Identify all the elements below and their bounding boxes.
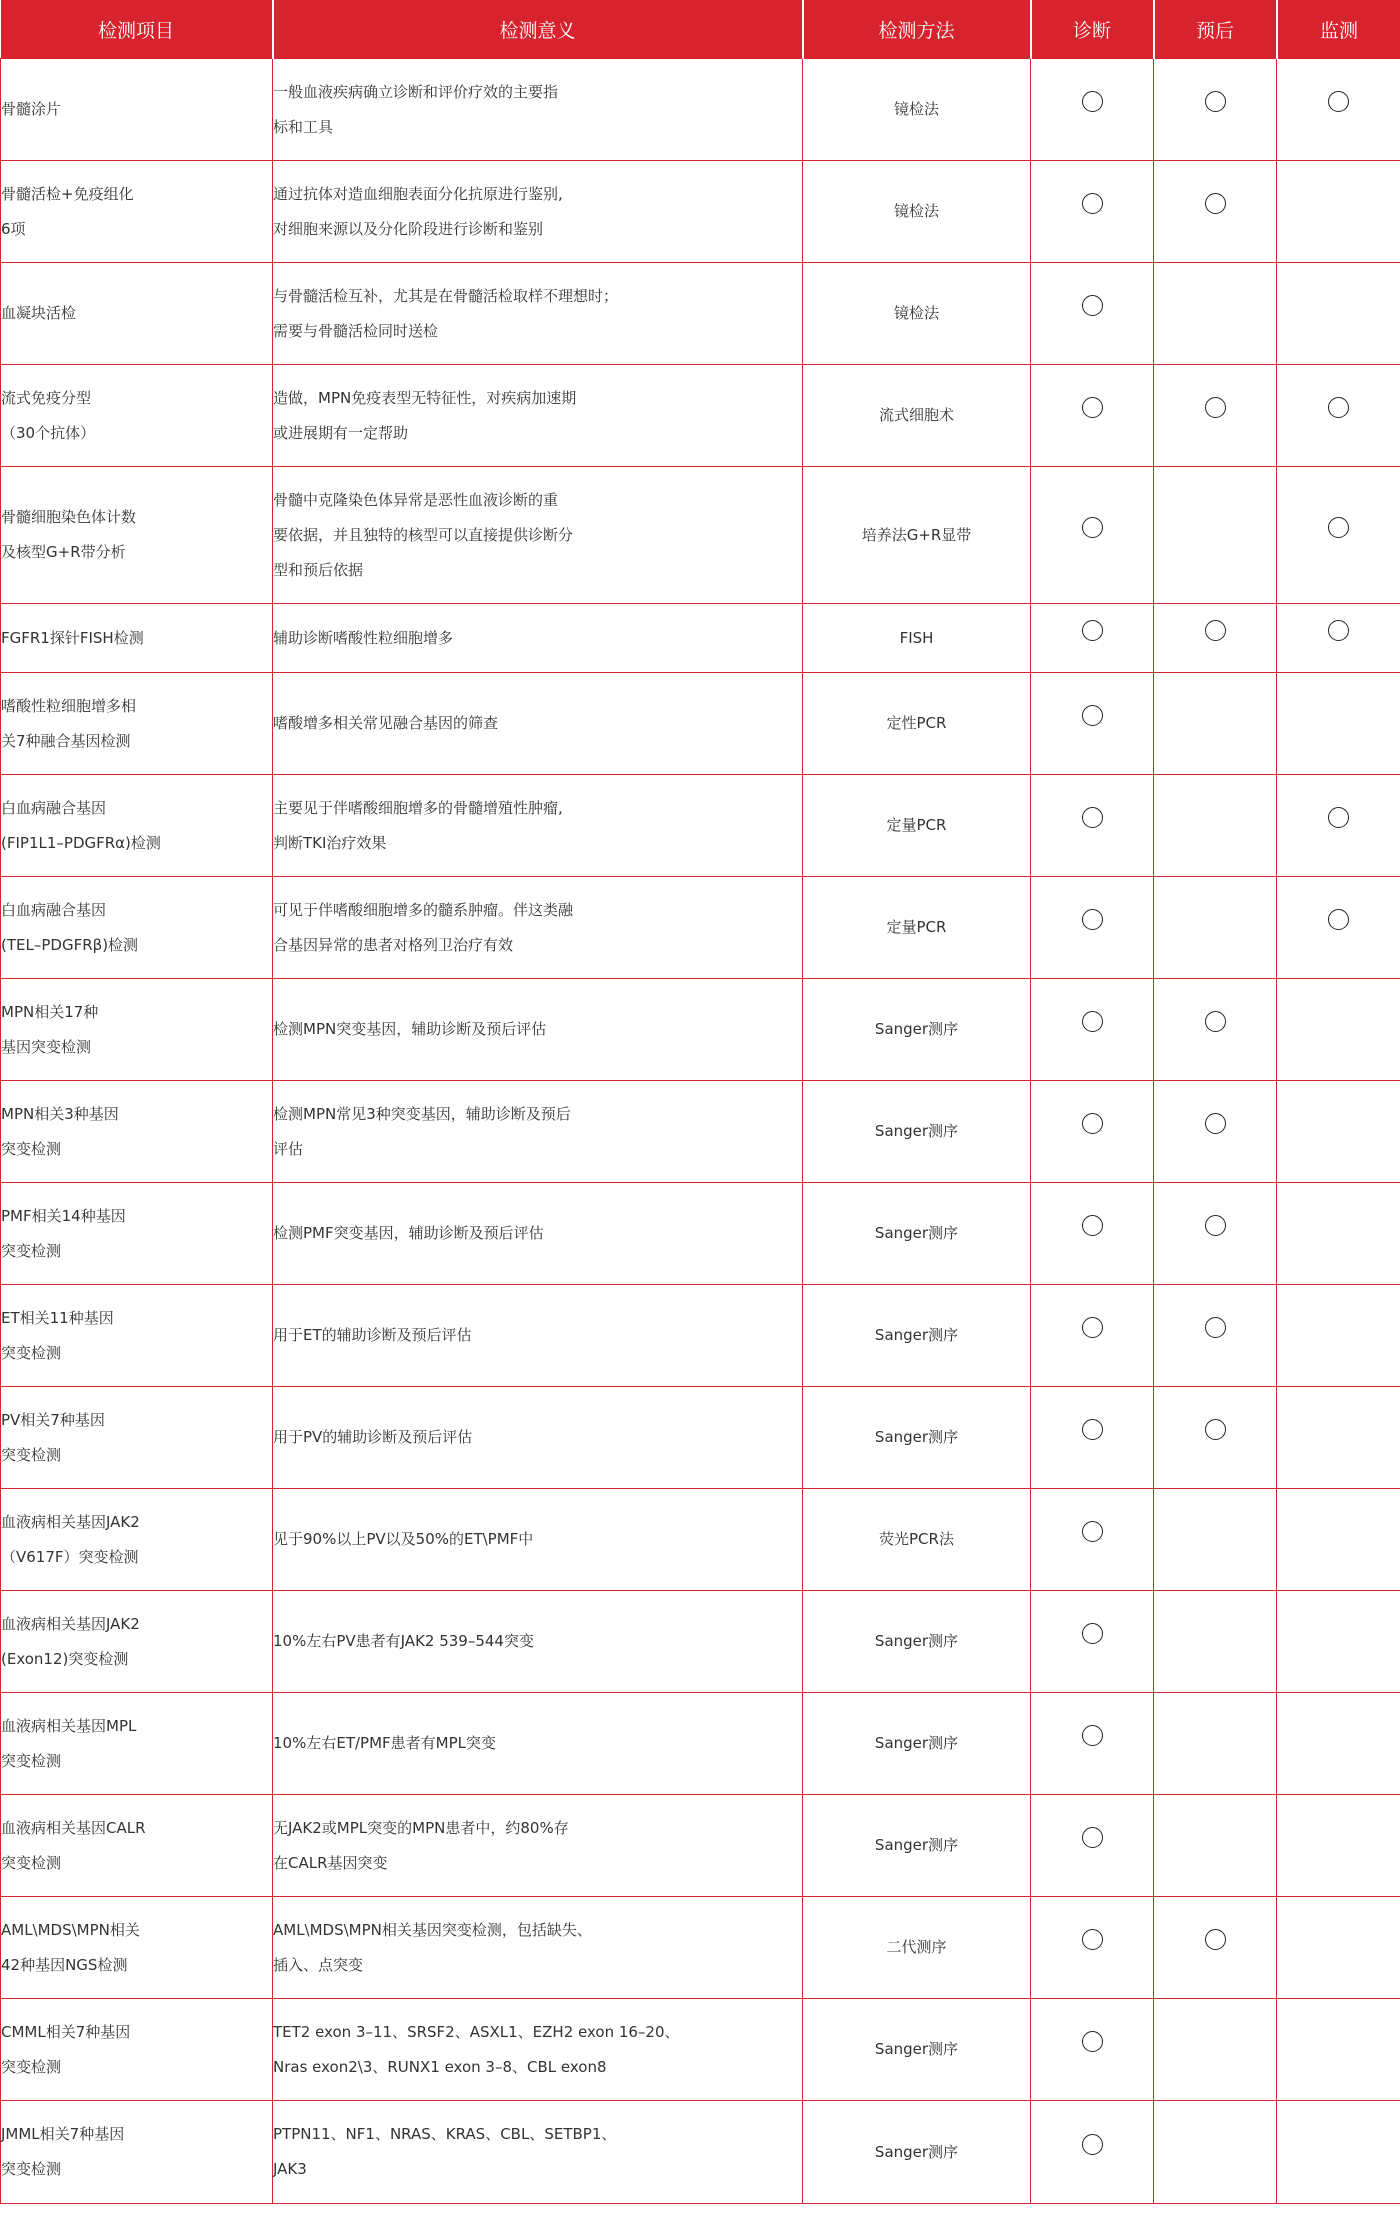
cell-method: FISH	[803, 604, 1031, 673]
cell-prognosis	[1154, 2101, 1277, 2204]
name-line: 42种基因NGS检测	[1, 1955, 128, 1974]
name-line: (Exon12)突变检测	[1, 1649, 129, 1668]
table-row	[1, 1795, 1400, 1897]
meaning-line: 一般血液疾病确立诊断和评价疗效的主要指	[273, 82, 559, 101]
cell-diagnosis	[1031, 877, 1154, 979]
cell-name	[1, 2101, 273, 2204]
name-line: 骨髓涂片	[1, 100, 62, 118]
cell-meaning	[273, 2101, 803, 2204]
name-line: 6项	[1, 219, 26, 238]
cell-meaning	[273, 59, 803, 161]
cell-method: 培养法G+R显带	[803, 467, 1031, 604]
cell-name	[1, 673, 273, 775]
cell-monitoring	[1277, 2101, 1400, 2204]
meaning-line: 通过抗体对造血细胞表面分化抗原进行鉴别,	[273, 184, 563, 203]
circle-mark-icon	[1205, 91, 1226, 112]
cell-method: 镜检法	[803, 161, 1031, 263]
cell-diagnosis	[1031, 1591, 1154, 1693]
cell-diagnosis	[1031, 365, 1154, 467]
cell-prognosis	[1154, 263, 1277, 365]
cell-prognosis	[1154, 1897, 1277, 1999]
cell-method: Sanger测序	[803, 1183, 1031, 1285]
cell-method: 定性PCR	[803, 673, 1031, 775]
name-line: 血液病相关基因JAK2	[1, 1614, 140, 1633]
name-line: 突变检测	[1, 1139, 62, 1158]
circle-mark-icon	[1082, 1725, 1103, 1746]
cell-prognosis	[1154, 1285, 1277, 1387]
cell-diagnosis	[1031, 1693, 1154, 1795]
cell-diagnosis	[1031, 604, 1154, 673]
table-row	[1, 467, 1400, 604]
circle-mark-icon	[1082, 1419, 1103, 1440]
cell-diagnosis	[1031, 1897, 1154, 1999]
circle-mark-icon	[1205, 1215, 1226, 1236]
meaning-line: 型和预后依据	[273, 560, 364, 579]
cell-monitoring	[1277, 1387, 1400, 1489]
circle-mark-icon	[1082, 909, 1103, 930]
cell-meaning	[273, 877, 803, 979]
name-line: 突变检测	[1, 1343, 62, 1362]
cell-prognosis	[1154, 161, 1277, 263]
name-line: ET相关11种基因	[1, 1308, 114, 1327]
name-line: 血凝块活检	[1, 304, 77, 322]
meaning-line: 评估	[273, 1139, 304, 1158]
cell-method: 镜检法	[803, 263, 1031, 365]
cell-method: Sanger测序	[803, 979, 1031, 1081]
cell-meaning	[273, 1591, 803, 1693]
meaning-line: PTPN11、NF1、NRAS、KRAS、CBL、SETBP1、	[273, 2125, 617, 2143]
circle-mark-icon	[1328, 91, 1349, 112]
table-row	[1, 1999, 1400, 2101]
cell-prognosis	[1154, 1591, 1277, 1693]
cell-diagnosis	[1031, 1183, 1154, 1285]
cell-diagnosis	[1031, 161, 1154, 263]
cell-prognosis	[1154, 1693, 1277, 1795]
cell-diagnosis	[1031, 467, 1154, 604]
circle-mark-icon	[1082, 1827, 1103, 1848]
cell-method: Sanger测序	[803, 1693, 1031, 1795]
header-monitoring: 监测	[1277, 0, 1400, 59]
circle-mark-icon	[1082, 1215, 1103, 1236]
name-line: CMML相关7种基因	[1, 2022, 131, 2041]
cell-diagnosis	[1031, 1795, 1154, 1897]
table-row	[1, 161, 1400, 263]
cell-diagnosis	[1031, 263, 1154, 365]
cell-monitoring	[1277, 59, 1400, 161]
cell-method: 流式细胞术	[803, 365, 1031, 467]
name-line: AML\MDS\MPN相关	[1, 1920, 140, 1939]
cell-prognosis	[1154, 1795, 1277, 1897]
cell-monitoring	[1277, 1591, 1400, 1693]
cell-diagnosis	[1031, 1489, 1154, 1591]
table-row	[1, 604, 1400, 673]
name-line: 白血病融合基因	[1, 900, 107, 919]
cell-meaning	[273, 1081, 803, 1183]
cell-meaning	[273, 365, 803, 467]
meaning-line: 用于ET的辅助诊断及预后评估	[273, 1326, 472, 1344]
meaning-line: AML\MDS\MPN相关基因突变检测，包括缺失、	[273, 1920, 592, 1939]
meaning-line: 插入、点突变	[273, 1955, 364, 1974]
circle-mark-icon	[1205, 1929, 1226, 1950]
cell-method: 荧光PCR法	[803, 1489, 1031, 1591]
cell-name	[1, 1081, 273, 1183]
circle-mark-icon	[1082, 2031, 1103, 2052]
cell-name	[1, 979, 273, 1081]
cell-meaning	[273, 604, 803, 673]
cell-prognosis	[1154, 775, 1277, 877]
cell-name	[1, 467, 273, 604]
cell-meaning	[273, 1285, 803, 1387]
circle-mark-icon	[1328, 620, 1349, 641]
circle-mark-icon	[1082, 807, 1103, 828]
cell-monitoring	[1277, 604, 1400, 673]
table-row	[1, 979, 1400, 1081]
cell-diagnosis	[1031, 775, 1154, 877]
cell-prognosis	[1154, 467, 1277, 604]
cell-prognosis	[1154, 1999, 1277, 2101]
cell-diagnosis	[1031, 673, 1154, 775]
circle-mark-icon	[1082, 1929, 1103, 1950]
cell-name	[1, 1285, 273, 1387]
cell-name	[1, 59, 273, 161]
cell-monitoring	[1277, 1081, 1400, 1183]
header-name: 检测项目	[1, 0, 273, 59]
cell-name	[1, 263, 273, 365]
name-line: 关7种融合基因检测	[1, 731, 131, 750]
name-line: PMF相关14种基因	[1, 1206, 126, 1225]
header-diagnosis: 诊断	[1031, 0, 1154, 59]
meaning-line: 无JAK2或MPL突变的MPN患者中，约80%存	[273, 1818, 569, 1837]
cell-diagnosis	[1031, 1999, 1154, 2101]
table-row	[1, 1183, 1400, 1285]
cell-diagnosis	[1031, 1081, 1154, 1183]
meaning-line: JAK3	[273, 2160, 307, 2178]
table-row	[1, 1591, 1400, 1693]
cell-monitoring	[1277, 1795, 1400, 1897]
table-row	[1, 877, 1400, 979]
circle-mark-icon	[1082, 1317, 1103, 1338]
circle-mark-icon	[1328, 807, 1349, 828]
cell-diagnosis	[1031, 1285, 1154, 1387]
table-row	[1, 59, 1400, 161]
table-row	[1, 1489, 1400, 1591]
table-row	[1, 1081, 1400, 1183]
cell-prognosis	[1154, 673, 1277, 775]
meaning-line: 检测PMF突变基因，辅助诊断及预后评估	[273, 1224, 544, 1242]
name-line: 嗜酸性粒细胞增多相	[1, 696, 137, 715]
cell-prognosis	[1154, 59, 1277, 161]
cell-monitoring	[1277, 365, 1400, 467]
circle-mark-icon	[1205, 1419, 1226, 1440]
cell-meaning	[273, 467, 803, 604]
circle-mark-icon	[1328, 517, 1349, 538]
circle-mark-icon	[1082, 517, 1103, 538]
name-line: 突变检测	[1, 1751, 62, 1770]
name-line: （30个抗体）	[1, 423, 96, 442]
cell-monitoring	[1277, 877, 1400, 979]
cell-name	[1, 1489, 273, 1591]
cell-method: Sanger测序	[803, 1999, 1031, 2101]
circle-mark-icon	[1082, 2134, 1103, 2155]
cell-method: Sanger测序	[803, 2101, 1031, 2204]
table-row	[1, 775, 1400, 877]
name-line: 血液病相关基因CALR	[1, 1818, 146, 1837]
name-line: 突变检测	[1, 1853, 62, 1872]
cell-meaning	[273, 775, 803, 877]
cell-method: 定量PCR	[803, 877, 1031, 979]
cell-name	[1, 1693, 273, 1795]
cell-name	[1, 1183, 273, 1285]
meaning-line: 主要见于伴嗜酸细胞增多的骨髓增殖性肿瘤,	[273, 798, 563, 817]
cell-meaning	[273, 1387, 803, 1489]
cell-name	[1, 1999, 273, 2101]
cell-name	[1, 775, 273, 877]
cell-prognosis	[1154, 1387, 1277, 1489]
meaning-line: 检测MPN突变基因，辅助诊断及预后评估	[273, 1020, 547, 1038]
meaning-line: 检测MPN常见3种突变基因，辅助诊断及预后	[273, 1104, 571, 1123]
name-line: 基因突变检测	[1, 1037, 92, 1056]
circle-mark-icon	[1082, 1521, 1103, 1542]
cell-name	[1, 161, 273, 263]
meaning-line: 需要与骨髓活检同时送检	[273, 321, 439, 340]
header-prognosis: 预后	[1154, 0, 1277, 59]
name-line: JMML相关7种基因	[1, 2125, 125, 2143]
cell-meaning	[273, 1897, 803, 1999]
table-row	[1, 1387, 1400, 1489]
meaning-line: 辅助诊断嗜酸性粒细胞增多	[273, 628, 454, 647]
circle-mark-icon	[1205, 620, 1226, 641]
cell-meaning	[273, 1693, 803, 1795]
meaning-line: 骨髓中克隆染色体异常是恶性血液诊断的重	[273, 490, 559, 509]
table-row	[1, 1693, 1400, 1795]
cell-meaning	[273, 263, 803, 365]
cell-method: 二代测序	[803, 1897, 1031, 1999]
circle-mark-icon	[1082, 91, 1103, 112]
meaning-line: 用于PV的辅助诊断及预后评估	[273, 1428, 473, 1446]
meaning-line: 10%左右ET/PMF患者有MPL突变	[273, 1734, 496, 1752]
name-line: 血液病相关基因MPL	[1, 1716, 137, 1735]
circle-mark-icon	[1082, 620, 1103, 641]
cell-diagnosis	[1031, 979, 1154, 1081]
cell-monitoring	[1277, 1489, 1400, 1591]
circle-mark-icon	[1082, 397, 1103, 418]
table-row	[1, 1897, 1400, 1999]
cell-monitoring	[1277, 1897, 1400, 1999]
meaning-line: 在CALR基因突变	[273, 1853, 388, 1872]
circle-mark-icon	[1205, 397, 1226, 418]
meaning-line: 10%左右PV患者有JAK2 539–544突变	[273, 1632, 534, 1650]
cell-monitoring	[1277, 263, 1400, 365]
cell-meaning	[273, 673, 803, 775]
cell-name	[1, 1591, 273, 1693]
cell-monitoring	[1277, 1285, 1400, 1387]
cell-monitoring	[1277, 1693, 1400, 1795]
cell-method: Sanger测序	[803, 1285, 1031, 1387]
name-line: （V617F）突变检测	[1, 1547, 139, 1566]
cell-meaning	[273, 1489, 803, 1591]
meaning-line: 判断TKI治疗效果	[273, 833, 387, 852]
meaning-line: 见于90%以上PV以及50%的ET\PMF中	[273, 1530, 534, 1548]
meaning-line: 可见于伴嗜酸细胞增多的髓系肿瘤。伴这类融	[273, 900, 574, 919]
circle-mark-icon	[1082, 193, 1103, 214]
name-line: PV相关7种基因	[1, 1410, 105, 1429]
meaning-line: 嗜酸增多相关常见融合基因的筛查	[273, 714, 499, 732]
circle-mark-icon	[1082, 1623, 1103, 1644]
table-body	[1, 59, 1400, 2204]
circle-mark-icon	[1328, 397, 1349, 418]
cell-prognosis	[1154, 979, 1277, 1081]
cell-prognosis	[1154, 365, 1277, 467]
circle-mark-icon	[1205, 1113, 1226, 1134]
cell-monitoring	[1277, 673, 1400, 775]
circle-mark-icon	[1082, 705, 1103, 726]
circle-mark-icon	[1205, 1011, 1226, 1032]
name-line: 突变检测	[1, 1445, 62, 1464]
name-line: 突变检测	[1, 2160, 62, 2178]
cell-method: 镜检法	[803, 59, 1031, 161]
circle-mark-icon	[1328, 909, 1349, 930]
cell-method: 定量PCR	[803, 775, 1031, 877]
table-header-row	[1, 0, 1400, 59]
cell-method: Sanger测序	[803, 1591, 1031, 1693]
name-line: (TEL–PDGFRβ)检测	[1, 935, 139, 954]
cell-meaning	[273, 1795, 803, 1897]
name-line: FGFR1探针FISH检测	[1, 628, 144, 647]
name-line: 骨髓细胞染色体计数	[1, 508, 137, 526]
cell-monitoring	[1277, 161, 1400, 263]
meaning-line: 对细胞来源以及分化阶段进行诊断和鉴别	[273, 219, 544, 238]
table-row	[1, 263, 1400, 365]
name-line: 白血病融合基因	[1, 798, 107, 817]
header-method: 检测方法	[803, 0, 1031, 59]
circle-mark-icon	[1082, 1113, 1103, 1134]
circle-mark-icon	[1082, 1011, 1103, 1032]
cell-monitoring	[1277, 1999, 1400, 2101]
table-row	[1, 2101, 1400, 2204]
cell-method: Sanger测序	[803, 1795, 1031, 1897]
circle-mark-icon	[1082, 295, 1103, 316]
cell-prognosis	[1154, 1081, 1277, 1183]
cell-monitoring	[1277, 1183, 1400, 1285]
cell-prognosis	[1154, 1489, 1277, 1591]
cell-diagnosis	[1031, 59, 1154, 161]
meaning-line: TET2 exon 3–11、SRSF2、ASXL1、EZH2 exon 16–20、	[273, 2022, 680, 2041]
cell-method: Sanger测序	[803, 1387, 1031, 1489]
meaning-line: 合基因异常的患者对格列卫治疗有效	[273, 935, 514, 954]
table-row	[1, 365, 1400, 467]
cell-monitoring	[1277, 467, 1400, 604]
name-line: 流式免疫分型	[1, 388, 92, 407]
cell-meaning	[273, 1999, 803, 2101]
meaning-line: 造做，MPN免疫表型无特征性，对疾病加速期	[273, 388, 577, 407]
cell-monitoring	[1277, 979, 1400, 1081]
cell-name	[1, 1387, 273, 1489]
cell-diagnosis	[1031, 1387, 1154, 1489]
meaning-line: 或进展期有一定帮助	[273, 423, 409, 442]
name-line: MPN相关17种	[1, 1002, 99, 1021]
cell-meaning	[273, 979, 803, 1081]
cell-name	[1, 365, 273, 467]
name-line: 骨髓活检+免疫组化	[1, 184, 134, 203]
name-line: 血液病相关基因JAK2	[1, 1512, 140, 1531]
name-line: 突变检测	[1, 2057, 62, 2076]
circle-mark-icon	[1205, 193, 1226, 214]
meaning-line: 标和工具	[273, 117, 334, 136]
name-line: 突变检测	[1, 1241, 62, 1260]
name-line: 及核型G+R带分析	[1, 543, 126, 561]
circle-mark-icon	[1205, 1317, 1226, 1338]
cell-prognosis	[1154, 604, 1277, 673]
table-row	[1, 673, 1400, 775]
cell-meaning	[273, 1183, 803, 1285]
cell-name	[1, 1795, 273, 1897]
table-row	[1, 1285, 1400, 1387]
cell-method: Sanger测序	[803, 1081, 1031, 1183]
cell-prognosis	[1154, 877, 1277, 979]
cell-meaning	[273, 161, 803, 263]
cell-monitoring	[1277, 775, 1400, 877]
meaning-line: Nras exon2\3、RUNX1 exon 3–8、CBL exon8	[273, 2057, 607, 2076]
cell-name	[1, 1897, 273, 1999]
name-line: (FIP1L1–PDGFRα)检测	[1, 833, 161, 852]
cell-prognosis	[1154, 1183, 1277, 1285]
meaning-line: 要依据，并且独特的核型可以直接提供诊断分	[273, 525, 574, 544]
cell-name	[1, 604, 273, 673]
cell-name	[1, 877, 273, 979]
meaning-line: 与骨髓活检互补，尤其是在骨髓活检取样不理想时；	[273, 286, 619, 305]
header-meaning: 检测意义	[273, 0, 803, 59]
cell-diagnosis	[1031, 2101, 1154, 2204]
name-line: MPN相关3种基因	[1, 1104, 119, 1123]
